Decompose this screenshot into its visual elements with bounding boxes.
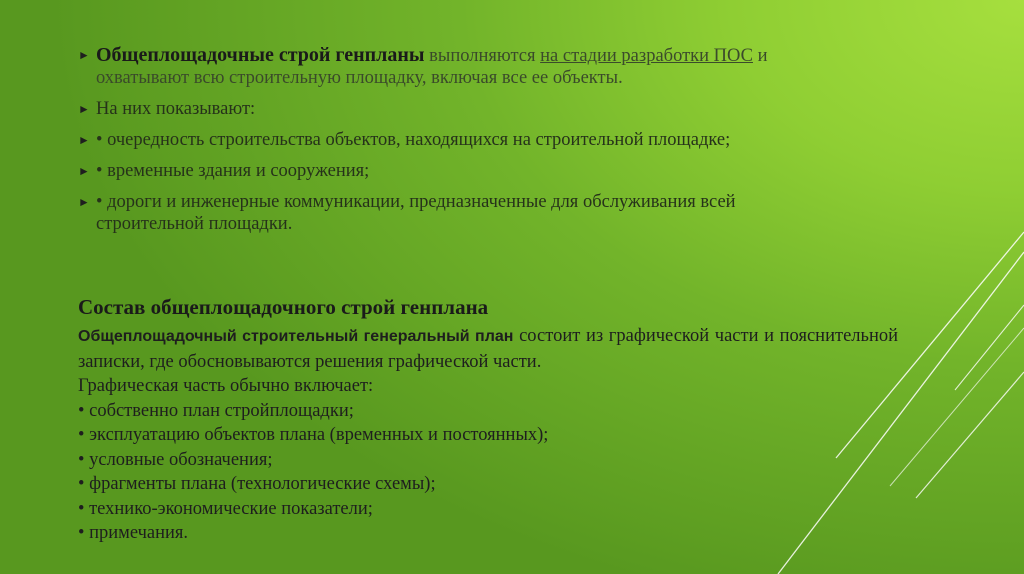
body-lead-bold: Общеплощадочный строительный генеральный план (78, 328, 514, 345)
triangle-right-icon: ► (78, 48, 90, 62)
triangle-right-icon: ► (78, 102, 90, 116)
bullet-item-5 (78, 191, 778, 235)
body-lead-rest: состоит из графической части и пояснительной записки, где обосновываются решения графической части. (78, 326, 898, 372)
triangle-right-icon: ► (78, 133, 90, 147)
bullet-1-bold: Общеплощадочные строй генпланы (96, 44, 425, 66)
bullet-3-text: • очередность строительства объектов, находящихся на строительной площадке; (96, 130, 731, 150)
deco-line-3 (955, 305, 1024, 390)
triangle-right-icon: ► (78, 195, 90, 209)
body-item-3: • условные обозначения; (78, 449, 273, 470)
deco-line-5 (890, 328, 1024, 486)
bullet-item-3 (78, 129, 778, 151)
bullet-4-text: • временные здания и сооружения; (96, 161, 370, 181)
body-item-5: • технико-экономические показатели; (78, 498, 373, 519)
bullet-1-post: и охватывают всю строительную площадку, включая все ее объекты. (96, 46, 768, 88)
body-item-6: • примечания. (78, 523, 189, 543)
body-text (78, 324, 898, 546)
bullet-5-text: • дороги и инженерные коммуникации, предназначенные для обслуживания всей строительной площадки. (96, 192, 736, 234)
body-item-2: • эксплуатацию объектов плана (временных и постоянных); (78, 425, 549, 445)
bullet-list (78, 44, 778, 244)
body-intro: Графическая часть обычно включает: (78, 376, 374, 396)
bullet-item-1 (78, 44, 778, 89)
body-lead (78, 324, 898, 374)
section-title: Состав общеплощадочного строй генплана (78, 295, 489, 319)
bullet-item-2 (78, 98, 778, 120)
bullet-1-pre: выполняются (424, 46, 541, 66)
bullet-1-link[interactable]: на стадии разработки ПОС (540, 46, 753, 66)
body-item-1: • собственно план стройплощадки; (78, 400, 354, 421)
triangle-right-icon: ► (78, 164, 90, 178)
bullet-item-4 (78, 160, 778, 182)
bullet-2-text: На них показывают: (96, 99, 256, 119)
body-item-4: • фрагменты плана (технологические схемы); (78, 474, 436, 494)
